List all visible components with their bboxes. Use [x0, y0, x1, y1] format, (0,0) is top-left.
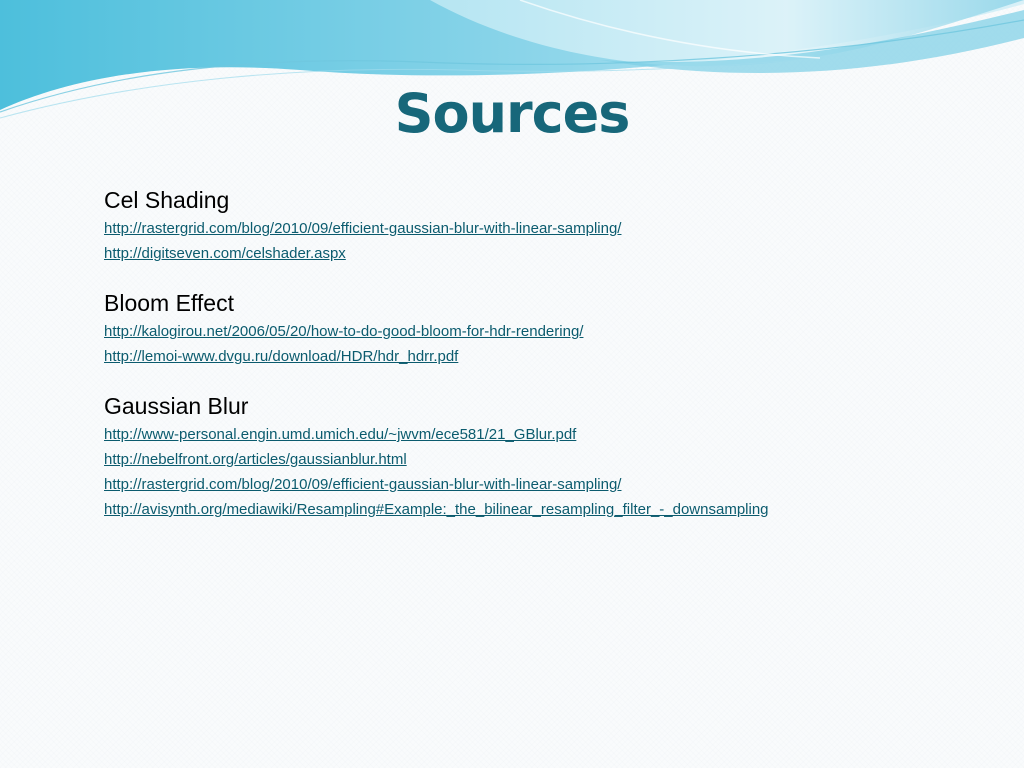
slide-title: Sources	[394, 82, 630, 145]
section-gaussian-blur	[104, 390, 1004, 522]
section-heading: Bloom Effect	[104, 290, 234, 316]
source-link[interactable]: http://rastergrid.com/blog/2010/09/efficient-gaussian-blur-with-linear-sampling/	[104, 476, 622, 493]
source-link[interactable]: http://lemoi-www.dvgu.ru/download/HDR/hdr_hdrr.pdf	[104, 348, 459, 365]
section-heading: Cel Shading	[104, 187, 230, 213]
section-bloom-effect	[104, 287, 1004, 369]
sources-list	[104, 184, 1004, 543]
source-link[interactable]: http://nebelfront.org/articles/gaussianblur.html	[104, 451, 407, 468]
section-heading: Gaussian Blur	[104, 393, 249, 419]
section-cel-shading	[104, 184, 1004, 266]
source-link[interactable]: http://avisynth.org/mediawiki/Resampling#Example:_the_bilinear_resampling_filter_-_downsampling	[104, 501, 769, 518]
source-link[interactable]: http://digitseven.com/celshader.aspx	[104, 245, 346, 262]
source-link[interactable]: http://www-personal.engin.umd.umich.edu/~jwvm/ece581/21_GBlur.pdf	[104, 426, 577, 443]
source-link[interactable]: http://kalogirou.net/2006/05/20/how-to-do-good-bloom-for-hdr-rendering/	[104, 323, 584, 340]
source-link[interactable]: http://rastergrid.com/blog/2010/09/efficient-gaussian-blur-with-linear-sampling/	[104, 220, 622, 237]
